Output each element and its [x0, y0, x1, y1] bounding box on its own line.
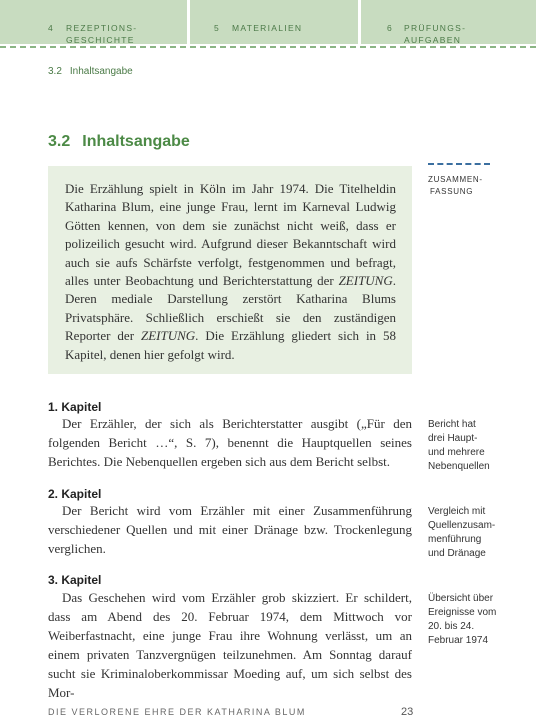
margin-note-1: Bericht hat drei Haupt- und mehrere Nebenquellen — [428, 419, 490, 472]
chapter-heading-1: 1. Kapitel — [48, 400, 102, 414]
chapter-text-3: Das Geschehen wird vom Erzähler grob skizziert. Er schildert, dass am Abend des 20. Februar 1974, dem Mittwoch vor Weiberfastnacht, eine junge Frau ihre Wohnung verlässt, um an einem privaten Tanzvergnügen teilzunehmen. Am Sonntag darauf sucht sie Kriminaloberkommissar Moeding auf, um sich selbst des Mor- — [48, 590, 412, 700]
tab-number: 5 — [214, 23, 221, 33]
tab-divider — [0, 46, 536, 48]
tab-label: MATERIALIEN — [232, 23, 303, 33]
tab-label: REZEPTIONS- GESCHICHTE — [66, 23, 138, 45]
chapter-heading-3: 3. Kapitel — [48, 573, 102, 587]
page-number: 23 — [401, 706, 414, 718]
summary-side-label: ZUSAMMEN- FASSUNG — [428, 163, 490, 198]
tab-number: 6 — [387, 23, 394, 33]
tab-rezeptionsgeschichte[interactable] — [0, 0, 187, 44]
footer-book-title: DIE VERLORENE EHRE DER KATHARINA BLUM — [48, 707, 306, 717]
chapter-tabs — [0, 0, 536, 50]
page-title: 3.2 Inhaltsangabe — [48, 133, 190, 150]
tab-materialien[interactable] — [190, 0, 358, 44]
summary-box: Die Erzählung spielt in Köln im Jahr 1974. Die Titelheldin Katharina Blum, eine junge Frau, lernt im Karneval Ludwig Götten kennen, von dem sie zunächst nicht weiß, dass er polizeilich gesucht wird. Aufgrund dieser Bekanntschaft wird auch sie aufs Schärfste verfolgt, festgenommen und befragt, alles unter Beobachtung und Berichterstattung der ZEITUNG. Deren mediale Darstellung zerstört Katharina Blums Privatsphäre. Schließlich erschießt sie den zuständigen Reporter der ZEITUNG. Die Erzählung gliedert sich in 58 Kapitel, denen hier gefolgt wird. — [48, 166, 412, 374]
tab-label: PRÜFUNGS- AUFGABEN — [404, 23, 467, 45]
chapter-heading-2: 2. Kapitel — [48, 487, 102, 501]
margin-note-3: Übersicht über Ereignisse vom 20. bis 24. Februar 1974 — [428, 593, 497, 646]
breadcrumb: 3.2 Inhaltsangabe — [48, 66, 133, 77]
chapter-text-1: Der Erzähler, der sich als Berichterstatter ausgibt („Für den folgenden Bericht …“, S. 7), benennt die Hauptquellen seines Berichtes. Die Nebenquellen ergeben sich aus dem Bericht selbst. — [48, 416, 412, 469]
chapter-text-2: Der Bericht wird vom Erzähler mit einer Zusammenführung verschiedener Quellen und mit einer Dränage bzw. Trockenlegung verglichen. — [48, 503, 412, 556]
margin-note-2: Vergleich mit Quellenzusam- menführung und Dränage — [428, 506, 496, 559]
tab-number: 4 — [48, 23, 55, 33]
tab-pruefungsaufgaben[interactable] — [361, 0, 536, 44]
